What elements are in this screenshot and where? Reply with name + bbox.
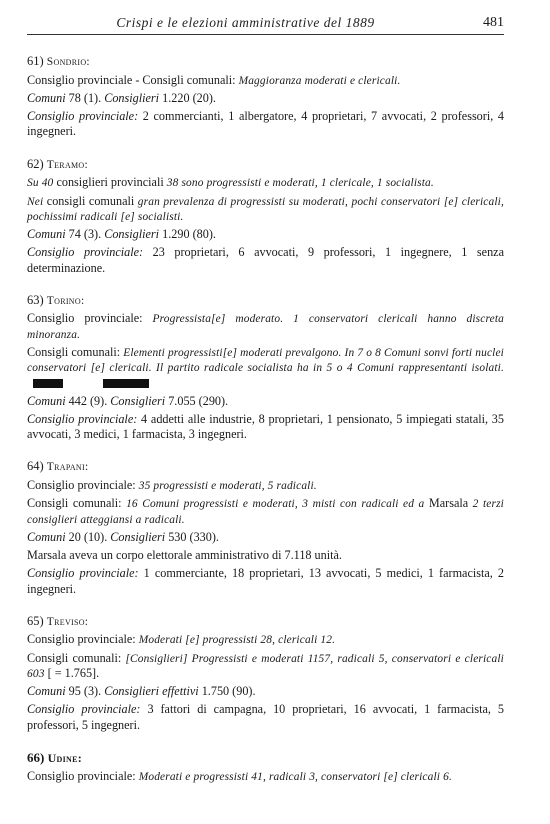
body-text: 2 commercianti, 1 albergatore, 4 proprietari, 7 avvocati, 2 professori, 4 ingegneri. — [27, 109, 504, 139]
province-name: Trapani: — [46, 461, 89, 474]
body-text: 95 (3). — [65, 684, 105, 699]
body-text: 4 addetti alle industrie, 8 proprietari, 1 pensionato, 5 impiegati statali, 35 avvocati, 3 medici, 1 farmacista, 3 ingegneri. — [27, 411, 504, 442]
entry-line — [27, 702, 504, 733]
body-text: 23 proprietari, 6 avvocati, 9 professori, 1 ingegnere, 1 senza determinazione. — [27, 245, 504, 275]
entry-line — [27, 245, 504, 276]
running-title: Crispi e le elezioni amministrative del 1889 — [116, 15, 375, 30]
entry-line — [27, 496, 504, 527]
body-text: Consigli comunali: — [27, 496, 127, 511]
entry-line — [27, 394, 504, 409]
body-text: 7.055 (290). — [165, 393, 229, 408]
body-text: Consiglio provinciale: — [27, 769, 139, 784]
province-name: Udine: — [47, 750, 83, 765]
entry-line — [27, 194, 504, 225]
field-label: Comuni — [27, 684, 66, 699]
entry-line — [27, 769, 504, 784]
province-heading — [27, 293, 504, 309]
ink-blot — [103, 379, 149, 388]
field-label: Consiglieri effettivi — [104, 684, 199, 699]
province-number: 61) — [27, 54, 44, 68]
province-number: 66) — [27, 749, 45, 765]
entry-line — [27, 548, 504, 563]
entry-line — [27, 227, 504, 242]
italic-text: Moderati e progressisti 41, radicali 3, conservatori [e] clericali 6. — [138, 771, 452, 784]
entry-line — [27, 73, 504, 88]
italic-text: 16 Comuni progressisti e moderati, 3 misti con radicali ed a — [126, 498, 425, 511]
body-text: Consigli comunali: — [27, 344, 124, 359]
entry-line — [27, 530, 504, 545]
entry-line — [27, 684, 504, 699]
body-text: 3 fattori di campagna, 10 proprietari, 16 avvocati, 1 farmacista, 5 professori, 5 ingegneri. — [27, 702, 505, 732]
field-label: Comuni — [27, 227, 66, 241]
entry-line — [27, 345, 504, 391]
italic-text: Moderati [e] progressisti 28, clericali 12. — [138, 634, 336, 647]
province-number: 65) — [27, 613, 44, 628]
entry-line — [27, 478, 504, 493]
province-section — [27, 614, 504, 733]
body-text: consiglieri provinciali — [53, 175, 167, 190]
field-label: Comuni — [27, 90, 66, 105]
province-name: Teramo: — [46, 158, 89, 171]
body-text: 78 (1). — [65, 90, 105, 105]
province-section — [27, 750, 504, 785]
entry-line — [27, 109, 504, 140]
body-text: Consiglio provinciale: — [27, 632, 139, 647]
field-label: Comuni — [27, 393, 66, 408]
body-text: Consiglio provinciale: — [27, 311, 153, 326]
italic-text: Progressista[e] moderato. 1 conservatori clericali hanno discreta minoranza. — [27, 313, 504, 341]
province-heading — [27, 54, 504, 70]
italic-text: Su 40 — [27, 177, 54, 190]
province-number: 63) — [27, 292, 44, 307]
entry-line — [27, 175, 504, 190]
province-name: Sondrio: — [46, 56, 90, 68]
field-label: Consiglieri — [104, 227, 160, 241]
province-heading — [27, 750, 504, 766]
province-number: 64) — [27, 459, 44, 474]
field-label: Consiglieri — [104, 90, 160, 105]
italic-text: Elementi progressisti[e] moderati prevalgono. In 7 o 8 Comuni sonvi forti nuclei conservatori [e] clericali. Il partito radicale socialista ha in 5 o 4 Comuni rappresentanti isolati. — [27, 346, 504, 375]
body-text: consigli comunali — [43, 193, 138, 208]
document-body — [27, 54, 504, 801]
field-label: Consiglieri — [110, 393, 166, 408]
italic-text: Nei — [27, 195, 44, 208]
italic-text: 38 sono progressisti e moderati, 1 clericale, 1 socialista. — [166, 177, 434, 190]
entry-line — [27, 566, 504, 597]
body-text: 1.290 (80). — [159, 227, 216, 241]
page-number: 481 — [483, 15, 504, 30]
body-text: [ = 1.765]. — [44, 665, 100, 680]
field-label: Consiglio provinciale: — [27, 702, 141, 717]
province-name: Torino: — [46, 294, 85, 307]
field-label: Comuni — [27, 529, 66, 544]
body-text: Consiglio provinciale - Consigli comunali: — [27, 72, 239, 87]
field-label: Consiglio provinciale: — [27, 411, 138, 426]
body-text: Marsala — [424, 496, 473, 511]
italic-text: [Consiglieri] Progressisti e moderati 1157, radicali 5, conservatori e clericali 603 — [27, 652, 504, 680]
italic-text: Maggioranza moderati e clericali. — [238, 74, 401, 87]
province-number: 62) — [27, 156, 44, 171]
field-label: Consiglio provinciale: — [27, 245, 144, 260]
ink-blot — [33, 379, 63, 388]
field-label: Consiglio provinciale: — [27, 566, 139, 581]
body-text: Consiglio provinciale: — [27, 478, 139, 492]
province-section — [27, 54, 504, 140]
body-text: 530 (330). — [165, 529, 219, 544]
province-name: Treviso: — [46, 615, 89, 628]
province-section — [27, 293, 504, 443]
body-text: 74 (3). — [65, 227, 105, 241]
field-label: Consiglio provinciale: — [27, 109, 139, 124]
body-text: 1.750 (90). — [198, 684, 256, 699]
province-heading — [27, 157, 504, 173]
body-text: 20 (10). — [65, 529, 111, 544]
body-text: 1.220 (20). — [159, 90, 216, 105]
province-heading — [27, 459, 504, 475]
entry-line — [27, 632, 504, 647]
entry-line — [27, 91, 504, 106]
field-label: Consiglieri — [110, 529, 166, 544]
province-section — [27, 157, 504, 276]
body-text: Consigli comunali: — [27, 650, 126, 665]
italic-text: 35 progressisti e moderati, 5 radicali. — [138, 480, 317, 492]
province-heading — [27, 614, 504, 630]
province-section — [27, 459, 504, 596]
entry-line — [27, 412, 504, 443]
body-text: Marsala aveva un corpo elettorale amministrativo di 7.118 unità. — [27, 548, 342, 562]
italic-text: 2 terzi consiglieri atteggiansi a radicali. — [27, 498, 504, 526]
entry-line — [27, 311, 504, 342]
running-header — [27, 14, 504, 35]
body-text: 1 commerciante, 18 proprietari, 13 avvocati, 5 medici, 1 farmacista, 2 ingegneri. — [27, 566, 505, 596]
body-text: 442 (9). — [65, 393, 111, 408]
entry-line — [27, 651, 504, 682]
italic-text: gran prevalenza di progressisti su moderati, pochi conservatori [e] clericali, pochissimi radicali [e] socialisti. — [27, 195, 504, 223]
